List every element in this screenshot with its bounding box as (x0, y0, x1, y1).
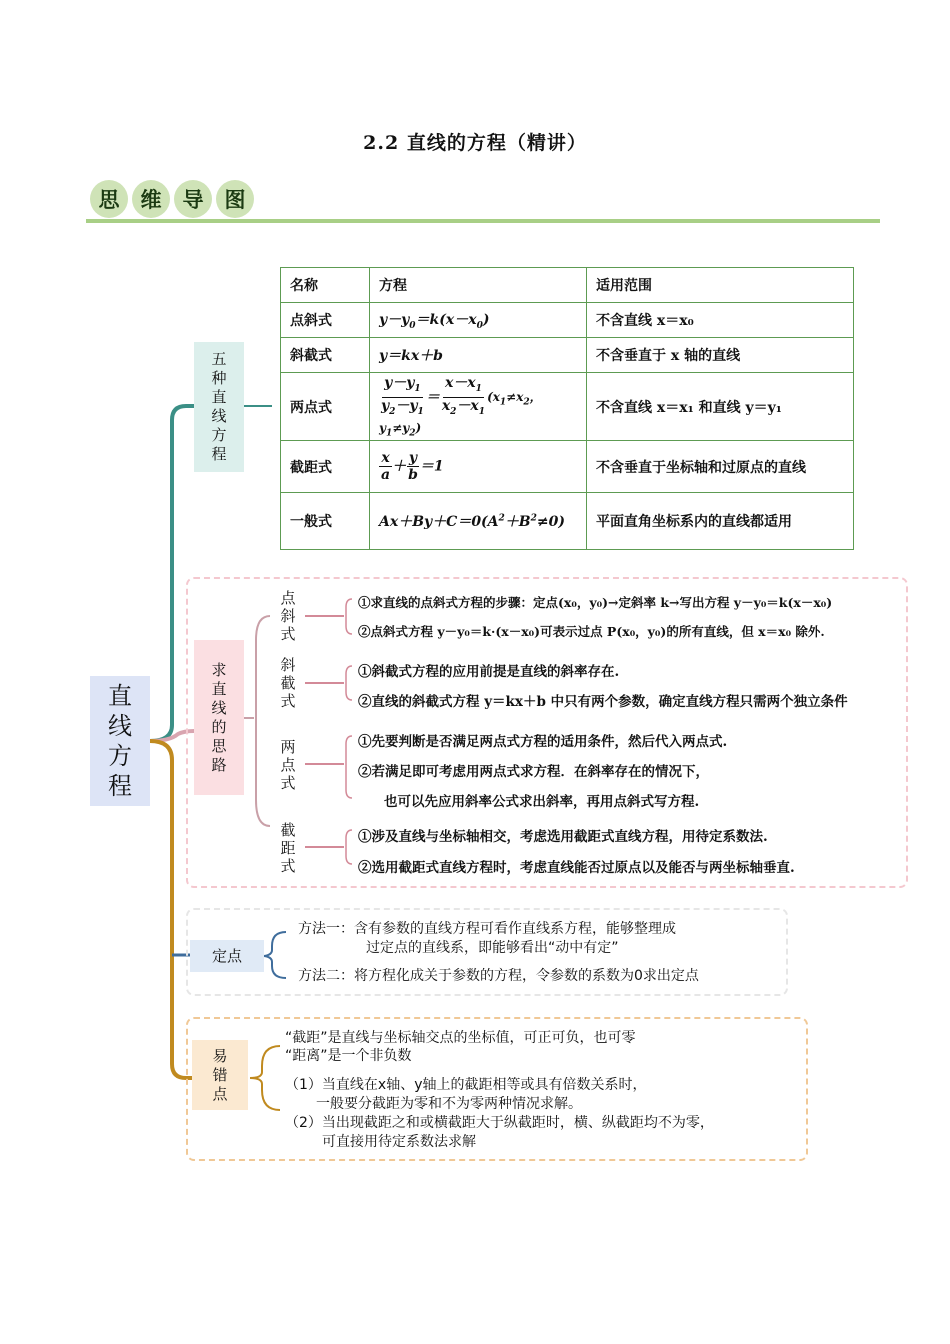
sub-char: 截 (280, 821, 296, 839)
form-equation: $\frac{x}{a}$ ＋ $\frac{y}{b}$ ＝1 (370, 441, 587, 493)
form-equation: y＝kx＋b (370, 338, 587, 373)
approach-item: ①求直线的点斜式方程的步骤：定点(x₀，y₀)→定斜率 k→写出方程 y－y₀＝k(x－x₀) (358, 595, 833, 610)
form-name: 两点式 (281, 373, 370, 441)
root-char: 方 (108, 742, 132, 770)
table-row (281, 373, 854, 441)
root-char: 程 (108, 772, 132, 800)
sub-char: 点 (280, 589, 296, 607)
form-name: 截距式 (281, 441, 370, 493)
banner-char: 图 (216, 180, 254, 218)
pitfall-line: （2）当出现截距之和或横截距大于纵截距时，横、纵截距均不为零， (285, 1115, 714, 1131)
branch-char: 路 (211, 755, 227, 774)
sub-label-point-slope (278, 589, 298, 643)
form-equation: $y-y_0=k(x-x_0)$ (370, 303, 587, 338)
sub-label-slope-intercept (278, 656, 298, 710)
pitfall-line: （1）当直线在x轴、y轴上的截距相等或具有倍数关系时， (285, 1077, 647, 1093)
form-range: 不含直线 x＝x₁ 和直线 y＝y₁ (587, 373, 854, 441)
approach-item: ①先要判断是否满足两点式方程的适用条件，然后代入两点式. (358, 734, 728, 750)
approach-item: ②直线的斜截式方程 y＝kx＋b 中只有两个参数，确定直线方程只需两个独立条件 (358, 694, 848, 710)
table-row (281, 338, 854, 373)
table-header: 名称 (281, 268, 370, 303)
pitfall-line: “距离”是一个非负数 (285, 1048, 412, 1064)
pitfall-line: 可直接用待定系数法求解 (322, 1134, 476, 1150)
branch-pitfalls (192, 1040, 248, 1110)
branch-char: 种 (211, 369, 227, 387)
form-range: 不含垂直于 x 轴的直线 (587, 338, 854, 373)
branch-five-forms (194, 342, 244, 472)
form-equation: $Ax+By+C=0(A^2+B^2\ne 0)$ (370, 493, 587, 550)
table-header: 适用范围 (587, 268, 854, 303)
sub-char: 斜 (280, 656, 296, 674)
branch-char: 程 (211, 445, 227, 463)
branch-char: 点 (212, 1084, 228, 1103)
approach-item: ①涉及直线与坐标轴相交，考虑选用截距式直线方程，用待定系数法. (358, 829, 768, 845)
branch-char: 五 (211, 350, 227, 368)
sub-char: 式 (280, 625, 296, 643)
fixed-point-line: 方法一：含有参数的直线方程可看作直线系方程，能够整理成 (298, 921, 676, 937)
banner-char: 导 (174, 180, 212, 218)
approach-item: ②点斜式方程 y－y₀＝k·(x－x₀)可表示过点 P(x₀，y₀)的所有直线，但 x＝x₀ 除外. (358, 624, 825, 639)
approach-item: ②选用截距式直线方程时，考虑直线能否过原点以及能否与两坐标轴垂直. (358, 860, 795, 876)
branch-char: 线 (211, 407, 227, 425)
table-header-row (281, 268, 854, 303)
sub-label-two-point (278, 738, 298, 792)
form-name: 点斜式 (281, 303, 370, 338)
sub-char: 截 (280, 674, 296, 692)
form-name: 一般式 (281, 493, 370, 550)
root-node (90, 676, 150, 806)
branch-char: 思 (211, 736, 227, 755)
branch-char: 的 (211, 717, 227, 736)
sub-char: 两 (280, 738, 296, 756)
approach-item: ①斜截式方程的应用前提是直线的斜率存在. (358, 664, 620, 680)
page-title: 2.2 直线的方程（精讲） (363, 132, 587, 154)
branch-char: 易 (212, 1046, 228, 1065)
pitfall-line: “截距”是直线与坐标轴交点的坐标值，可正可负，也可零 (285, 1030, 636, 1046)
branch-char: 错 (212, 1065, 228, 1084)
sub-char: 点 (280, 756, 296, 774)
form-equation: $\frac{y-y_1}{y_2-y_1}$ ＝ $\frac{x-x_1}{x_2-x_1}$ ($x_1\ne x_2$，$y_1\ne y_2$) (370, 373, 587, 441)
form-name: 斜截式 (281, 338, 370, 373)
root-char: 线 (108, 712, 132, 740)
sub-char: 式 (280, 692, 296, 710)
sub-label-intercept (278, 821, 298, 875)
sub-char: 距 (280, 839, 296, 857)
root-char: 直 (108, 682, 132, 710)
branch-approach (194, 640, 244, 795)
fixed-point-line: 方法二：将方程化成关于参数的方程，令参数的系数为0求出定点 (298, 968, 699, 984)
sub-char: 式 (280, 774, 296, 792)
banner-char: 维 (132, 180, 170, 218)
sub-char: 斜 (280, 607, 296, 625)
branch-char: 方 (211, 426, 227, 444)
table-row (281, 441, 854, 493)
branch-fixed-point: 定点 (190, 940, 264, 972)
pitfall-line: 一般要分截距为零和不为零两种情况求解。 (316, 1096, 582, 1112)
form-range: 不含垂直于坐标轴和过原点的直线 (587, 441, 854, 493)
sub-char: 式 (280, 857, 296, 875)
table-header: 方程 (370, 268, 587, 303)
table-row (281, 493, 854, 550)
branch-char: 直 (211, 679, 227, 698)
branch-char: 直 (211, 388, 227, 406)
form-range: 平面直角坐标系内的直线都适用 (587, 493, 854, 550)
branch-char: 线 (211, 698, 227, 717)
fixed-point-line: 过定点的直线系，即能够看出“动中有定” (366, 940, 619, 956)
form-range: 不含直线 x＝x₀ (587, 303, 854, 338)
approach-item: 也可以先应用斜率公式求出斜率，再用点斜式写方程. (384, 794, 700, 810)
table-row (281, 303, 854, 338)
branch-char: 求 (211, 660, 227, 679)
approach-item: ②若满足即可考虑用两点式求方程．在斜率存在的情况下， (358, 764, 709, 780)
equation-table (280, 267, 854, 550)
banner-char: 思 (90, 180, 128, 218)
